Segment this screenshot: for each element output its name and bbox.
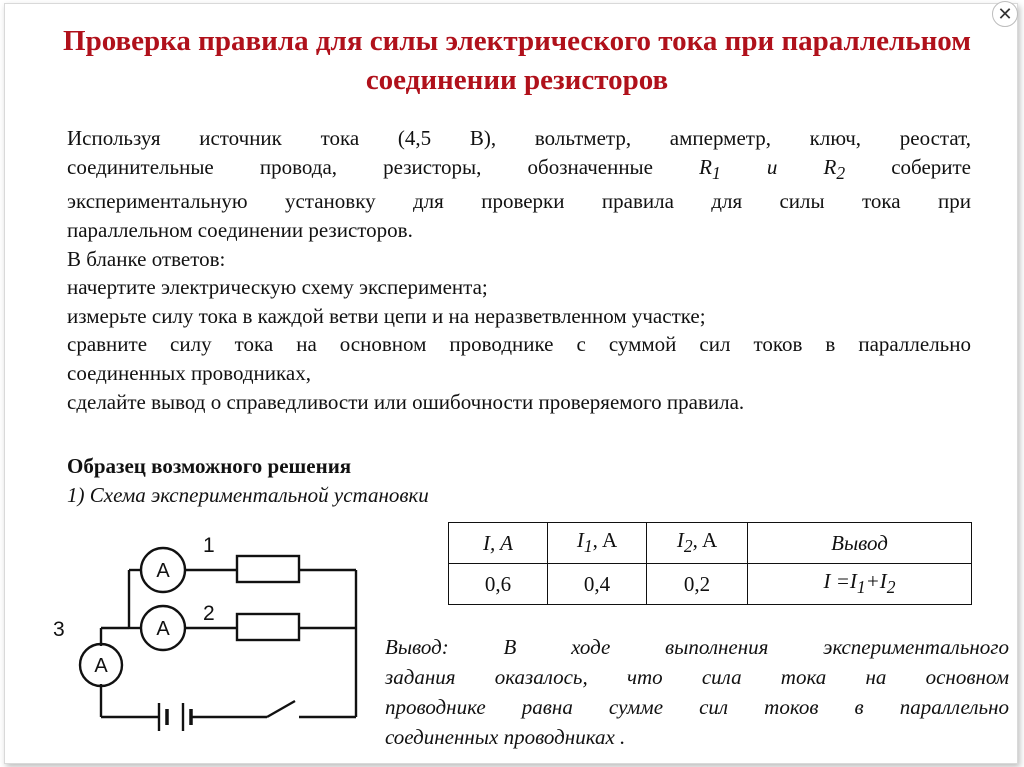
task-line: В бланке ответов:	[67, 246, 226, 271]
conclusion-line: Вывод: В ходе выполнения экспериментального	[385, 635, 1009, 659]
circuit-diagram	[41, 516, 381, 756]
resistor-1	[237, 556, 299, 582]
task-line: сравните силу тока на основном проводнике с суммой сил токов в параллельно	[67, 332, 971, 357]
table-cell: 0,6	[449, 564, 548, 605]
branch-2-number: 2	[203, 602, 215, 625]
task-line	[67, 153, 971, 188]
slide	[4, 3, 1018, 764]
solution-subheading: 1) Схема экспериментальной установки	[67, 483, 429, 507]
table-header-cell: Вывод	[748, 523, 972, 564]
table-cell: 0,4	[548, 564, 647, 605]
conclusion-line: соединенных проводниках .	[385, 725, 626, 749]
close-button[interactable]	[992, 1, 1018, 27]
ammeter-main-label: A	[94, 655, 108, 677]
table-header-row	[449, 523, 972, 564]
page-title: Проверка правила для силы электрического тока при параллельном соединении резисторов	[63, 25, 971, 96]
task-line: Используя источник тока (4,5 В), вольтметр, амперметр, ключ, реостат,	[67, 126, 971, 150]
and-word: и	[720, 154, 824, 179]
ammeter-1-label: A	[156, 560, 170, 582]
r1-symbol: $R_1$	[699, 154, 721, 183]
solution-heading: Образец возможного решения	[67, 454, 352, 478]
table-cell: $I =I_1+I_2$	[748, 564, 972, 605]
ammeter-2-label: A	[156, 618, 170, 640]
task-line: измерьте силу тока в каждой ветви цепи и на неразветвленном участке;	[67, 303, 706, 328]
table-cell: 0,2	[647, 564, 748, 605]
conclusion-line: проводнике равна сумме сил токов в параллельно	[385, 695, 1009, 719]
table-header-cell: $I_1$, A	[548, 523, 647, 564]
table-row	[449, 564, 972, 605]
resistor-2	[237, 614, 299, 640]
branch-1-number: 1	[203, 534, 215, 557]
task-line: экспериментальную установку для проверки правила для силы тока при	[67, 189, 971, 214]
task-line: параллельном соединении резисторов.	[67, 217, 413, 242]
task-text-span: соберите	[845, 154, 971, 179]
table-header-cell: $I_2$, A	[647, 523, 748, 564]
main-branch-number: 3	[53, 618, 65, 641]
task-line: начертите электрическую схему эксперимента;	[67, 275, 488, 300]
conclusion-line: задания оказалось, что сила тока на основном	[385, 665, 1009, 689]
results-table	[448, 522, 972, 605]
task-text	[67, 124, 971, 416]
r2-symbol: $R_2$	[823, 154, 846, 183]
table-header-cell: I, A	[449, 523, 548, 564]
task-line: сделайте вывод о справедливости или ошибочности проверяемого правила.	[67, 389, 745, 414]
conclusion-text	[385, 632, 1009, 752]
task-line: соединенных проводниках,	[67, 360, 311, 385]
task-text-span: соединительные провода, резисторы, обозначенные	[67, 154, 700, 179]
close-icon: ✕	[997, 3, 1013, 25]
switch	[267, 701, 295, 717]
